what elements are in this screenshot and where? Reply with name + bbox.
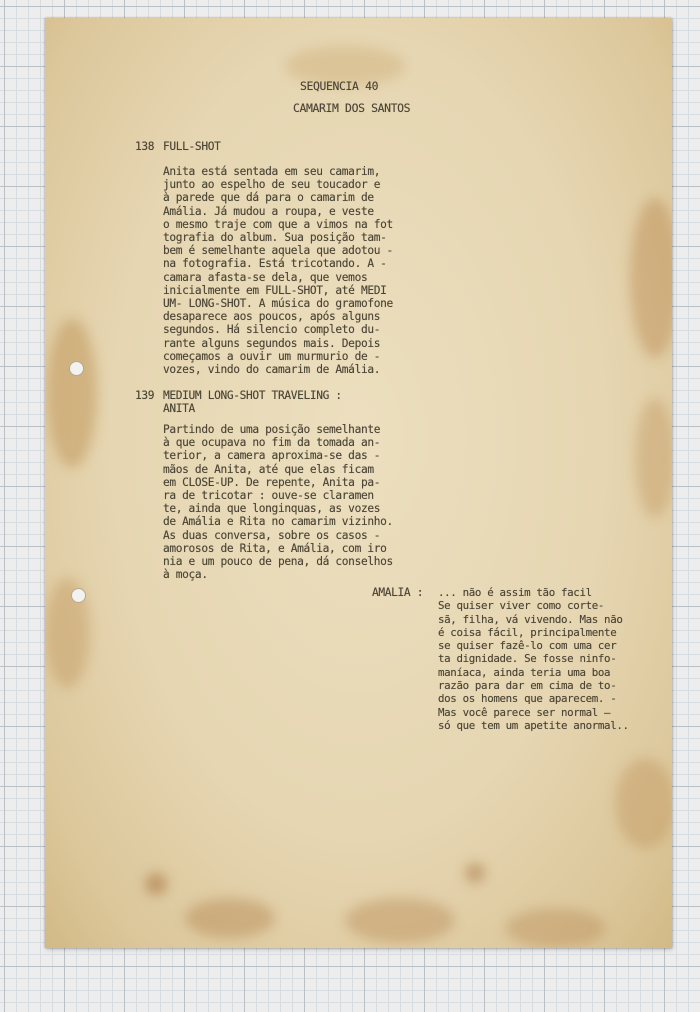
- shot-description: Anita está sentada em seu camarim, junto ao espelho de seu toucador e à parede que dá para o camarim de Amália. Já mudou a roupa, e veste o mesmo traje com que a vimos na fot tografia do album. Sua posição tam- bem é semelhante aquela que adotou - na fotografia. Está tricotando. A - camara afasta-se dela, que vemos inicialmente em FULL-SHOT, até MEDI UM- LONG-SHOT. A música do gramofone desaparece aos poucos, após alguns segundos. Há silencio completo du- rante alguns segundos mais. Depois começamos a ouvir um murmurio de - vozes, vindo do camarim de Amália.: [163, 165, 393, 377]
- shot-number: 138: [135, 140, 155, 153]
- shot-number: 139: [135, 389, 155, 402]
- sequence-heading: SEQUENCIA 40: [300, 79, 379, 93]
- stain: [615, 758, 672, 848]
- stain: [465, 863, 485, 883]
- stain: [630, 198, 672, 358]
- dialogue-text: ... não é assim tão facil Se quiser viver como corte- sã, filha, vá vivendo. Mas não é coisa fácil, principalmente se quiser fazê-lo com uma cer ta dignidade. Se fosse ninfo- maníaca, ainda teria uma boa razão para dar em cima de to- dos os homens que aparecem. - Mas você parece ser normal — só que tem um apetite anormal..: [438, 586, 629, 732]
- punch-hole: [69, 361, 84, 376]
- stain: [185, 898, 275, 938]
- shot-description: Partindo de uma posição semelhante à que ocupava no fim da tomada an- terior, a camera aproxima-se das - mãos de Anita, até que elas ficam em CLOSE-UP. De repente, Anita pa- ra de tricotar : ouve-se claramen te, ainda que longinquas, as vozes de Amália e Rita no camarim vizinho. As duas conversa, sobre os casos - amorosos de Rita, e Amália, com iro nia e um pouco de pena, dá conselhos à moça.: [163, 423, 393, 582]
- punch-hole: [71, 588, 86, 603]
- stain: [505, 908, 605, 948]
- shot-title: FULL-SHOT: [163, 140, 221, 153]
- dialogue-speaker: AMALIA :: [372, 586, 424, 599]
- stain: [345, 898, 455, 943]
- shot-title: MEDIUM LONG-SHOT TRAVELING : ANITA: [163, 389, 342, 416]
- typewritten-script-page: [45, 18, 672, 948]
- stain: [635, 398, 672, 518]
- stain: [47, 318, 97, 468]
- stain: [145, 873, 167, 895]
- location-heading: CAMARIM DOS SANTOS: [293, 101, 411, 115]
